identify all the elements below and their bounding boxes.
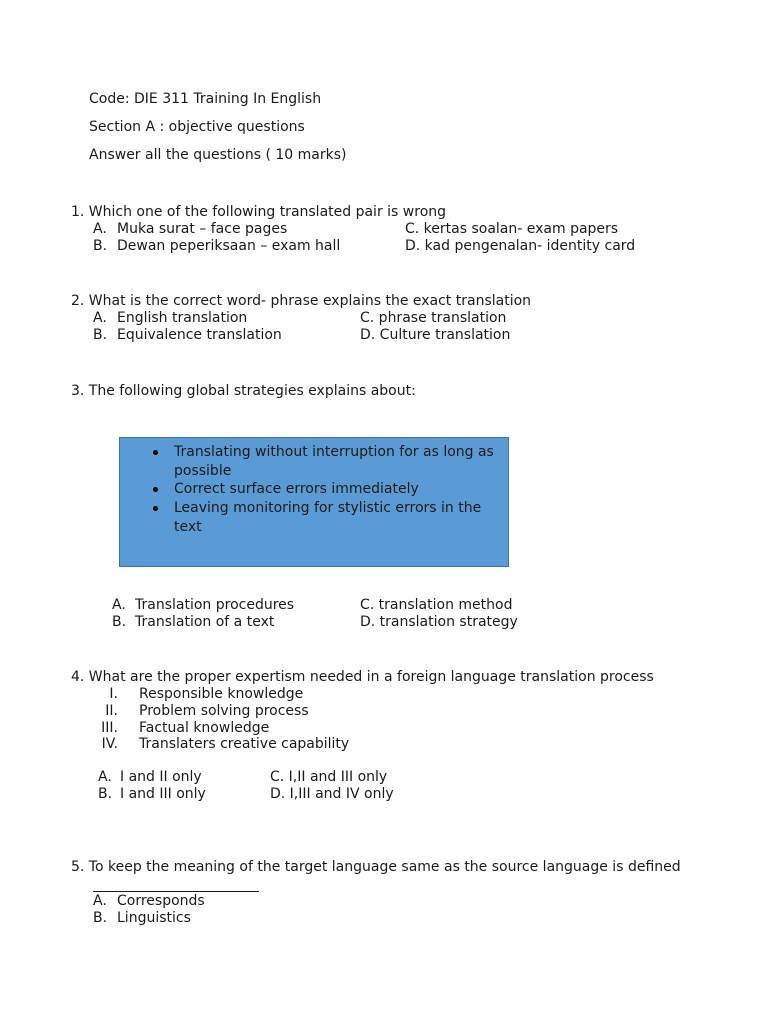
bullet-icon xyxy=(153,487,158,492)
option-letter: A. xyxy=(112,597,126,613)
option-letter: A. xyxy=(93,893,107,909)
option-text: Corresponds xyxy=(117,893,205,909)
section-title: Section A : objective questions xyxy=(89,119,305,135)
option-text: Muka surat – face pages xyxy=(117,221,288,237)
option-letter: B. xyxy=(98,786,113,802)
question-stem: 2. What is the correct word- phrase explains the exact translation xyxy=(71,293,532,309)
option-text: C. translation method xyxy=(360,597,513,613)
option-text: English translation xyxy=(117,310,248,326)
roman-numeral: III. xyxy=(101,720,118,736)
question-stem: 4. What are the proper expertism needed in a foreign language translation process xyxy=(71,669,654,685)
question-stem: 1. Which one of the following translated pair is wrong xyxy=(71,204,447,220)
option-text: C. kertas soalan- exam papers xyxy=(405,221,619,237)
option-letter: A. xyxy=(93,310,107,326)
option-text: Dewan peperiksaan – exam hall xyxy=(117,238,341,254)
strategy-box xyxy=(119,437,509,567)
option-text: Equivalence translation xyxy=(117,327,282,343)
option-text: D. Culture translation xyxy=(360,327,511,343)
option-letter: B. xyxy=(112,614,127,630)
option-letter: B. xyxy=(93,238,108,254)
statement-text: Problem solving process xyxy=(139,703,309,719)
question-stem: 3. The following global strategies explains about: xyxy=(71,383,416,399)
roman-numeral: IV. xyxy=(101,736,118,752)
option-text: D. kad pengenalan- identity card xyxy=(405,238,636,254)
option-text: D. translation strategy xyxy=(360,614,518,630)
option-text: Translation of a text xyxy=(135,614,275,630)
statement-text: Translaters creative capability xyxy=(139,736,350,752)
option-letter: B. xyxy=(93,327,108,343)
option-letter: B. xyxy=(93,910,108,926)
roman-numeral: I. xyxy=(109,686,118,702)
option-text: Translation procedures xyxy=(135,597,295,613)
bullet-item: Translating without interruption for as long as possible xyxy=(174,443,499,480)
option-text: C. I,II and III only xyxy=(270,769,388,785)
option-text: I and III only xyxy=(120,786,206,802)
bullet-item: Correct surface errors immediately xyxy=(174,480,499,499)
option-text: Linguistics xyxy=(117,910,191,926)
bullet-icon xyxy=(153,506,158,511)
option-letter: A. xyxy=(98,769,112,785)
bullet-icon xyxy=(153,450,158,455)
roman-numeral: II. xyxy=(105,703,118,719)
option-letter: A. xyxy=(93,221,107,237)
option-text: I and II only xyxy=(120,769,202,785)
option-text: D. I,III and IV only xyxy=(270,786,394,802)
question-stem: 5. To keep the meaning of the target language same as the source language is defined xyxy=(71,859,681,875)
answer-blank-line xyxy=(93,891,259,892)
statement-text: Factual knowledge xyxy=(139,720,270,736)
instruction: Answer all the questions ( 10 marks) xyxy=(89,147,347,163)
statement-text: Responsible knowledge xyxy=(139,686,304,702)
option-text: C. phrase translation xyxy=(360,310,507,326)
exam-code: Code: DIE 311 Training In English xyxy=(89,91,322,107)
bullet-item: Leaving monitoring for stylistic errors in the text xyxy=(174,499,499,536)
